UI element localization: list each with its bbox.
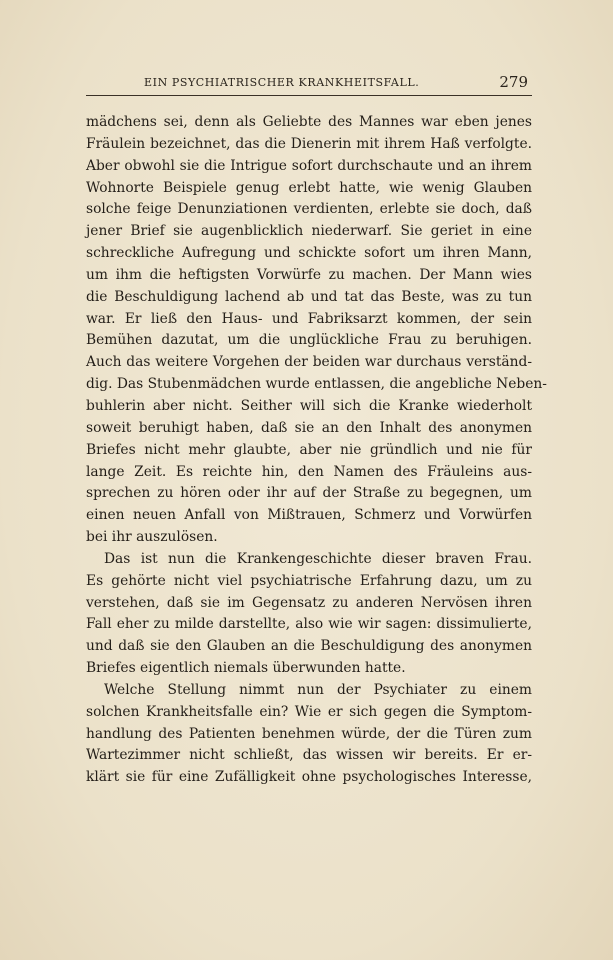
text-line: handlung des Patienten benehmen würde, der die Türen zum (86, 725, 532, 742)
text-line-paragraph-start: Welche Stellung nimmt nun der Psychiater zu einem (104, 681, 532, 698)
text-line: Wartezimmer nicht schließt, das wissen wir bereits. Er er- (86, 747, 532, 764)
body-text (86, 112, 547, 789)
text-line: Auch das weitere Vorgehen der beiden war durchaus verständ- (86, 354, 532, 371)
text-line: Es gehörte nicht viel psychiatrische Erfahrung dazu, um zu (86, 572, 532, 589)
text-line-paragraph-start: Das ist nun die Krankengeschichte dieser braven Frau. (104, 550, 532, 567)
text-line: die Beschuldigung lachend ab und tat das Beste, was zu tun (86, 288, 532, 305)
text-line: Bemühen dazutat, um die unglückliche Frau zu beruhigen. (86, 332, 532, 349)
text-line: dig. Das Stubenmädchen wurde entlassen, die angebliche Neben- (86, 376, 547, 393)
text-line: Briefes nicht mehr glaubte, aber nie gründlich und nie für (86, 441, 532, 458)
text-line: um ihm die heftigsten Vorwürfe zu machen. Der Mann wies (86, 266, 532, 283)
text-line: solchen Krankheitsfalle ein? Wie er sich gegen die Symptom- (86, 703, 532, 720)
running-head: EIN PSYCHIATRISCHER KRANKHEITSFALL. (144, 76, 420, 89)
text-line: mädchens sei, denn als Geliebte des Mannes war eben jenes (86, 114, 532, 130)
text-line-paragraph-end: Briefes eigentlich niemals überwunden hatte. (86, 660, 406, 677)
text-line: sprechen zu hören oder ihr auf der Straße zu begegnen, um (86, 485, 532, 502)
text-line: Fall eher zu milde darstellte, also wie wir sagen: dissimulierte, (86, 616, 532, 633)
text-line: jener Brief sie augenblicklich niederwarf. Sie geriet in eine (86, 223, 532, 240)
text-line-paragraph-end: bei ihr auszulösen. (86, 529, 218, 546)
page-header (86, 72, 532, 92)
text-line: buhlerin aber nicht. Seither will sich die Kranke wiederholt (86, 397, 532, 414)
text-line: klärt sie für eine Zufälligkeit ohne psychologisches Interesse, (86, 769, 532, 786)
text-line: war. Er ließ den Haus- und Fabriksarzt kommen, der sein (86, 310, 532, 327)
header-rule (86, 95, 532, 96)
text-line: solche feige Denunziationen verdienten, erlebte sie doch, daß (86, 201, 532, 218)
text-line: Wohnorte Beispiele genug erlebt hatte, wie wenig Glauben (86, 179, 532, 196)
text-line: verstehen, daß sie im Gegensatz zu anderen Nervösen ihren (86, 594, 532, 611)
text-line: Aber obwohl sie die Intrigue sofort durchschaute und an ihrem (86, 157, 532, 174)
text-line: lange Zeit. Es reichte hin, den Namen des Fräuleins aus- (86, 463, 532, 480)
text-line: Fräulein bezeichnet, das die Dienerin mit ihrem Haß verfolgte. (86, 135, 532, 152)
text-line: soweit beruhigt haben, daß sie an den Inhalt des anonymen (86, 419, 532, 436)
text-line: einen neuen Anfall von Mißtrauen, Schmerz und Vorwürfen (86, 507, 532, 524)
text-line: schreckliche Aufregung und schickte sofort um ihren Mann, (86, 245, 532, 262)
text-line: und daß sie den Glauben an die Beschuldigung des anonymen (86, 638, 532, 655)
page-number: 279 (499, 73, 528, 91)
